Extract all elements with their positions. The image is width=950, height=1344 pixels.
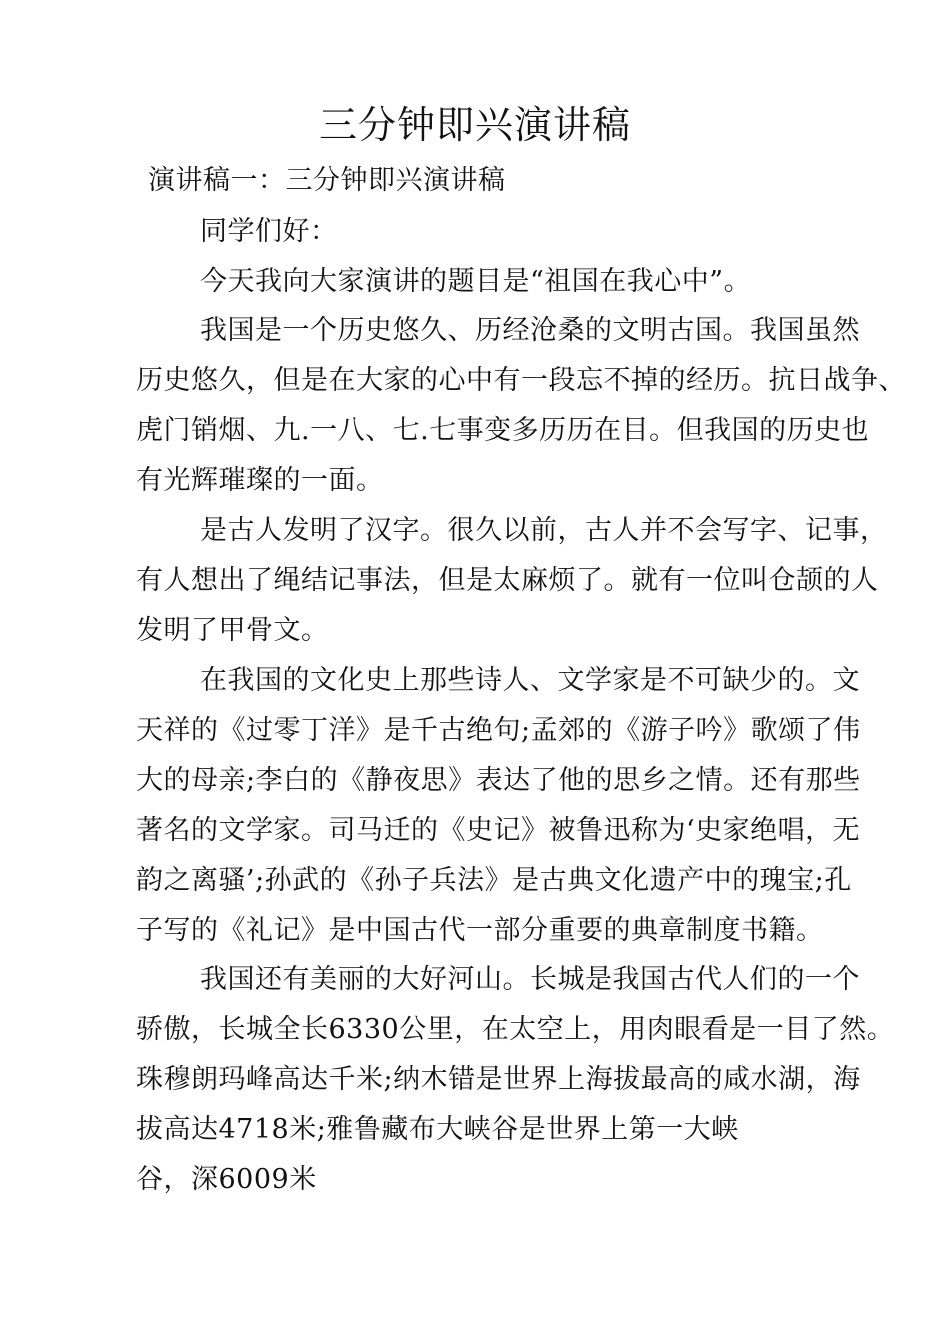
paragraph-line: 发明了甲骨文。	[136, 615, 329, 646]
paragraph-line: 谷，深6009米	[136, 1164, 317, 1195]
paragraph-line: 今天我向大家演讲的题目是“祖国在我心中”。	[200, 266, 752, 297]
paragraph-line: 历史悠久，但是在大家的心中有一段忘不掉的经历。抗日战争、	[136, 365, 906, 396]
paragraph-line: 同学们好：	[200, 216, 338, 247]
paragraph-line: 著名的文学家。司马迁的《史记》被鲁迅称为‘史家绝唱，无	[136, 815, 861, 846]
paragraph-line: 有人想出了绳结记事法，但是太麻烦了。就有一位叫仓颉的人	[136, 565, 879, 596]
paragraph-line: 珠穆朗玛峰高达千米;纳木错是世界上海拔最高的咸水湖，海	[136, 1064, 861, 1095]
paragraph-line: 我国是一个历史悠久、历经沧桑的文明古国。我国虽然	[200, 315, 860, 346]
paragraph-line: 有光辉璀璨的一面。	[136, 465, 384, 496]
paragraph-line: 韵之离骚’;孙武的《孙子兵法》是古典文化遗产中的瑰宝;孔	[136, 865, 852, 896]
paragraph-line: 在我国的文化史上那些诗人、文学家是不可缺少的。文	[200, 665, 860, 696]
document-subtitle: 演讲稿一：三分钟即兴演讲稿	[148, 165, 506, 196]
paragraph-line: 虎门销烟、九.一八、七.七事变多历历在目。但我国的历史也	[136, 415, 870, 446]
paragraph-line: 拔高达4718米;雅鲁藏布大峡谷是世界上第一大峡	[136, 1114, 739, 1145]
paragraph-line: 大的母亲;李白的《静夜思》表达了他的思乡之情。还有那些	[136, 765, 861, 796]
paragraph-line: 骄傲，长城全长6330公里，在太空上，用肉眼看是一目了然。	[136, 1014, 895, 1045]
paragraph-line: 是古人发明了汉字。很久以前，古人并不会写字、记事，	[200, 515, 888, 546]
paragraph-line: 子写的《礼记》是中国古代一部分重要的典章制度书籍。	[136, 915, 824, 946]
paragraph-line: 我国还有美丽的大好河山。长城是我国古代人们的一个	[200, 964, 860, 995]
paragraph-line: 天祥的《过零丁洋》是千古绝句;孟郊的《游子吟》歌颂了伟	[136, 715, 861, 746]
document-title: 三分钟即兴演讲稿	[318, 103, 631, 147]
